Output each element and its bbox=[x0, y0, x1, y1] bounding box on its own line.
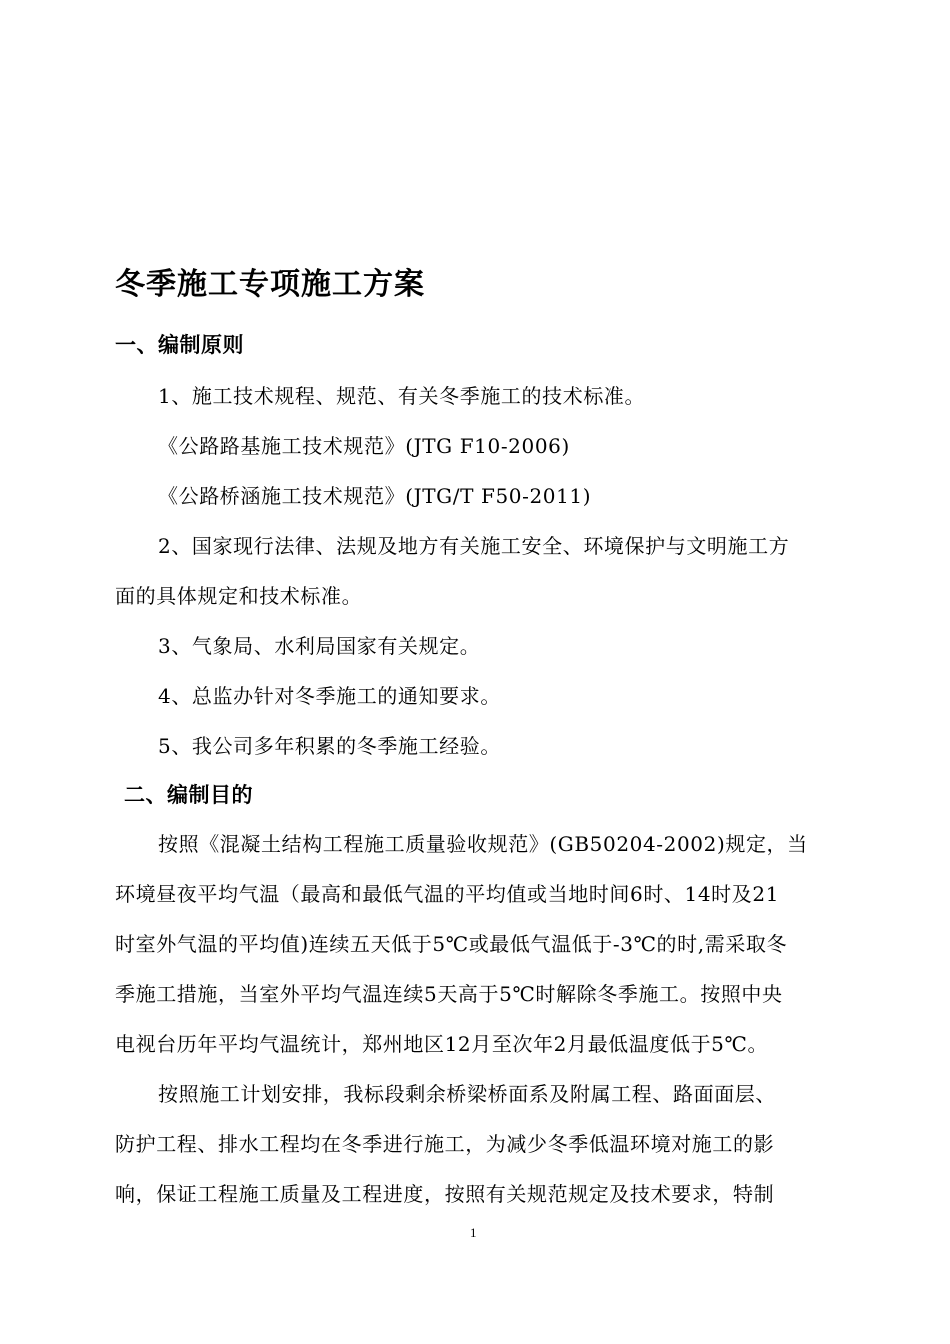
paragraph-line: 1、施工技术规程、规范、有关冬季施工的技术标准。 bbox=[158, 384, 646, 408]
paragraph-line: 响，保证工程施工质量及工程进度，按照有关规范规定及技术要求，特制 bbox=[115, 1182, 775, 1206]
section-heading-principles: 一、编制原则 bbox=[115, 332, 244, 357]
paragraph-line: 时室外气温的平均值)连续五天低于5℃或最低气温低于-3℃的时,需采取冬 bbox=[115, 932, 788, 956]
paragraph-line: 面的具体规定和技术标准。 bbox=[115, 584, 363, 608]
paragraph-line: 按照施工计划安排，我标段剩余桥梁桥面系及附属工程、路面面层、 bbox=[158, 1082, 776, 1106]
paragraph-line: 按照《混凝土结构工程施工质量验收规范》(GB50204-2002)规定，当 bbox=[158, 832, 808, 856]
paragraph-line: 2、国家现行法律、法规及地方有关施工安全、环境保护与文明施工方 bbox=[158, 534, 790, 558]
paragraph-line: 4、总监办针对冬季施工的通知要求。 bbox=[158, 684, 501, 708]
paragraph-line: 《公路路基施工技术规范》(JTG F10-2006) bbox=[158, 434, 570, 458]
paragraph-line: 电视台历年平均气温统计，郑州地区12月至次年2月最低温度低于5℃。 bbox=[115, 1032, 769, 1056]
paragraph-line: 防护工程、排水工程均在冬季进行施工，为减少冬季低温环境对施工的影 bbox=[115, 1132, 775, 1156]
paragraph-line: 3、气象局、水利局国家有关规定。 bbox=[158, 634, 481, 658]
paragraph-line: 季施工措施，当室外平均气温连续5天高于5℃时解除冬季施工。按照中央 bbox=[115, 982, 783, 1006]
document-title: 冬季施工专项施工方案 bbox=[115, 267, 425, 302]
paragraph-line: 5、我公司多年积累的冬季施工经验。 bbox=[158, 734, 501, 758]
paragraph-line: 环境昼夜平均气温（最高和最低气温的平均值或当地时间6时、14时及21 bbox=[115, 882, 780, 906]
page-number: 1 bbox=[470, 1225, 477, 1240]
section-heading-purpose: 二、编制目的 bbox=[124, 782, 253, 807]
paragraph-line: 《公路桥涵施工技术规范》(JTG/T F50-2011) bbox=[158, 484, 592, 508]
